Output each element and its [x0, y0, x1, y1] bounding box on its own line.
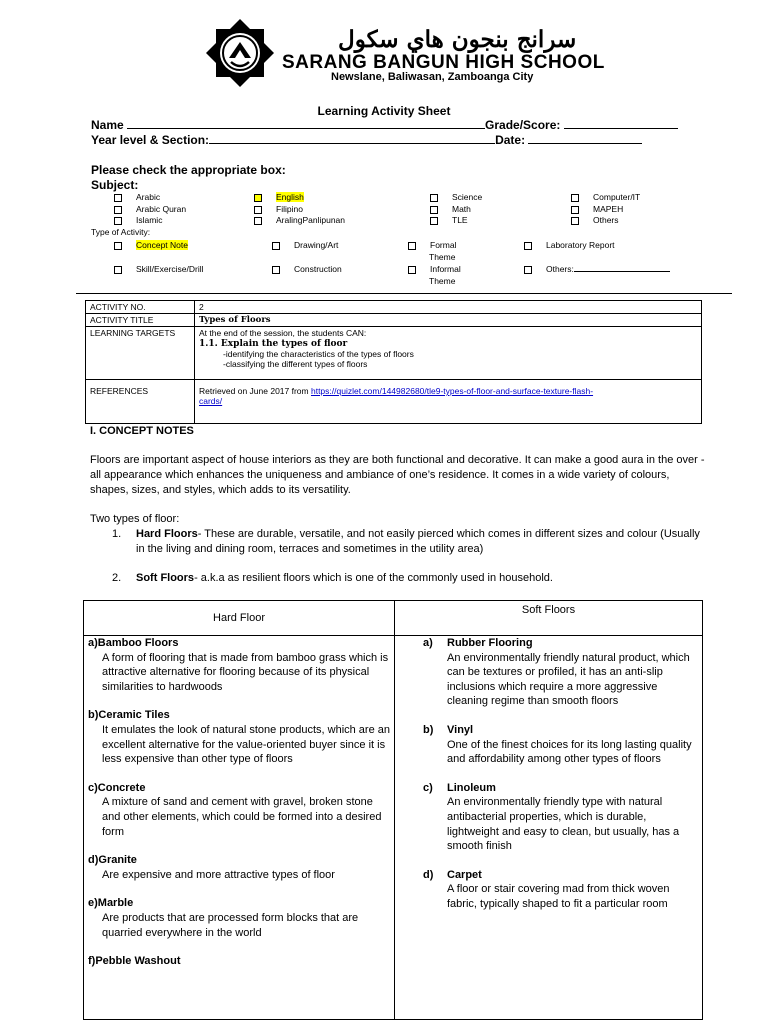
checkbox-icon: [571, 194, 579, 202]
activity-no-value: 2: [195, 301, 702, 314]
document-title: Learning Activity Sheet: [317, 104, 451, 118]
concept-notes-heading: I. CONCEPT NOTES: [90, 425, 194, 437]
item-desc: - These are durable, versatile, and not easily pierced which comes in different sizes and colour (Usually in the living and dining room, terraces and sometimes in the utility area): [136, 528, 700, 555]
checkbox-icon: [430, 206, 438, 214]
subject-math[interactable]: Math: [430, 204, 471, 214]
divider-line: [76, 293, 732, 294]
checkbox-icon: [408, 266, 416, 274]
activity-laboratory-report[interactable]: Laboratory Report: [524, 240, 615, 250]
reference-link[interactable]: https://quizlet.com/144982680/tle9-types-of-floor-and-surface-texture-flash-: [310, 386, 594, 396]
checkbox-icon: [272, 266, 280, 274]
checkbox-icon: [254, 206, 262, 214]
item-name: Soft Floors: [136, 572, 195, 584]
table-row: [86, 380, 702, 424]
activity-informal[interactable]: Informal: [408, 264, 461, 274]
activity-formal-theme: Theme: [429, 252, 456, 262]
checkbox-icon: [272, 242, 280, 250]
reference-link-cont[interactable]: cards/: [199, 396, 223, 406]
activity-skill-exercise-drill[interactable]: Skill/Exercise/Drill: [114, 264, 204, 274]
checkbox-icon: [430, 217, 438, 225]
list-item: d)Granite Are expensive and more attractive types of floor: [88, 854, 335, 881]
subject-arabic-quran[interactable]: Arabic Quran: [114, 204, 186, 214]
school-name: SARANG BANGUN HIGH SCHOOL: [282, 52, 605, 73]
list-item: a)Bamboo Floors A form of flooring that is made from bamboo grass which is attractive alternative for flooring because of its physical similarities to hardwoods: [88, 637, 389, 693]
checkbox-icon: [524, 266, 532, 274]
learning-targets-value: [195, 327, 702, 380]
year-section-blank[interactable]: [209, 133, 495, 144]
subject-arabic[interactable]: Arabic: [114, 192, 160, 202]
floors-table: [83, 600, 703, 1020]
table-row: [86, 314, 702, 327]
target-heading: 1.1. Explain the types of floor: [199, 339, 348, 349]
item-name: Hard Floors: [136, 528, 198, 540]
soft-floors-header: Soft Floors: [395, 601, 703, 636]
subject-others[interactable]: Others: [571, 215, 619, 225]
year-field-row: [91, 133, 642, 147]
checkbox-icon: [114, 194, 122, 202]
floor-type-item: [90, 571, 708, 586]
name-label: Name: [91, 118, 124, 132]
list-item: a) Rubber Flooring An environmentally friendly natural product, which can be textures or profiled, it has an anti-slip inclusions which require a more aggressive cleaning regime than smooth floors: [423, 637, 690, 708]
item-number: 2.: [112, 572, 122, 584]
activity-others[interactable]: Others:: [524, 264, 670, 274]
year-section-label: Year level & Section:: [91, 133, 210, 147]
grade-label: Grade/Score:: [485, 118, 561, 132]
activity-informal-theme: Theme: [429, 276, 456, 286]
targets-intro: At the end of the session, the students CAN:: [199, 328, 367, 338]
learning-targets-label: LEARNING TARGETS: [86, 327, 195, 380]
activity-concept-note[interactable]: Concept Note: [114, 240, 188, 250]
hard-floor-list: [84, 636, 395, 1020]
checkbox-icon: [114, 206, 122, 214]
subject-science[interactable]: Science: [430, 192, 482, 202]
list-item: d) Carpet A floor or stair covering mad from thick woven fabric, typically shaped to fit a particular room: [423, 868, 670, 910]
references-text: Retrieved on June 2017 from: [199, 386, 311, 396]
two-types-label: Two types of floor:: [90, 513, 180, 525]
subject-mapeh[interactable]: MAPEH: [571, 204, 623, 214]
subject-computer-it[interactable]: Computer/IT: [571, 192, 640, 202]
list-item: b)Ceramic Tiles It emulates the look of natural stone products, which are an excellent alternative for the value-oriented buyer since it is less expensive than other type of floors: [88, 709, 390, 766]
hard-floor-header: Hard Floor: [84, 601, 395, 636]
subject-islamic[interactable]: Islamic: [114, 215, 162, 225]
activity-type-label: Type of Activity:: [91, 227, 151, 237]
references-value: [195, 380, 702, 424]
activity-title-label: ACTIVITY TITLE: [86, 314, 195, 327]
subject-tle[interactable]: TLE: [430, 215, 468, 225]
concept-paragraph: Floors are important aspect of house interiors as they are both functional and decorative. It can make a good aura in the over - all appearance which enhances the uniqueness and ambiance of one’s residence. It comes in a wide variety of colours, shapes, sizes, and styles, which adds to its versatility.: [90, 454, 705, 496]
subject-label: Subject:: [91, 178, 139, 192]
checkbox-icon: [114, 266, 122, 274]
floor-type-item: [90, 527, 708, 557]
others-blank[interactable]: [574, 264, 670, 272]
list-item: b) Vinyl One of the finest choices for its long lasting quality and affordability among other types of floors: [423, 723, 692, 766]
activity-drawing-art[interactable]: Drawing/Art: [272, 240, 338, 250]
activity-construction[interactable]: Construction: [272, 264, 342, 274]
target-item: -classifying the different types of floors: [223, 359, 368, 369]
grade-blank[interactable]: [564, 118, 678, 129]
table-row: [86, 327, 702, 380]
subject-filipino[interactable]: Filipino: [254, 204, 303, 214]
activity-no-label: ACTIVITY NO.: [86, 301, 195, 314]
references-label: REFERENCES: [86, 380, 195, 424]
date-blank[interactable]: [528, 133, 642, 144]
activity-info-table: [85, 300, 702, 424]
table-row: [86, 301, 702, 314]
checkbox-icon: [114, 242, 122, 250]
date-label: Date:: [495, 133, 526, 147]
table-row: [84, 636, 703, 1020]
checkbox-icon: [430, 194, 438, 202]
list-item: c) Linoleum An environmentally friendly type with natural antibacterial properties, which is durable, lightweight and easy to clean, but usually, has a smooth finish: [423, 781, 680, 853]
checkbox-icon: [254, 194, 262, 202]
school-name-arabic: سرانج بنجون هاي سکول: [338, 26, 577, 53]
list-item: c)Concrete A mixture of sand and cement with gravel, broken stone and other elements, which could be formed into a desired form: [88, 781, 382, 838]
checkbox-icon: [524, 242, 532, 250]
table-header-row: [84, 601, 703, 636]
activity-title-value: Types of Floors: [195, 314, 702, 327]
school-logo: [205, 18, 275, 88]
item-desc: - a.k.a as resilient floors which is one of the commonly used in household.: [194, 572, 553, 584]
checkbox-icon: [114, 217, 122, 225]
activity-formal[interactable]: Formal: [408, 240, 456, 250]
name-field-row: [91, 118, 678, 132]
list-item: e)Marble Are products that are processed form blocks that are quarried everywhere in the world: [88, 897, 359, 939]
subject-araling-panlipunan[interactable]: AralingPanlipunan: [254, 215, 345, 225]
school-address: Newslane, Baliwasan, Zamboanga City: [331, 71, 534, 83]
subject-english[interactable]: English: [254, 192, 304, 202]
item-number: 1.: [112, 528, 122, 540]
checkbox-icon: [408, 242, 416, 250]
checkbox-icon: [254, 217, 262, 225]
target-item: -identifying the characteristics of the types of floors: [223, 349, 414, 359]
list-item: f)Pebble Washout: [88, 955, 181, 968]
check-instruction: Please check the appropriate box:: [91, 163, 286, 177]
name-blank[interactable]: [127, 118, 485, 129]
checkbox-icon: [571, 206, 579, 214]
checkbox-icon: [571, 217, 579, 225]
soft-floor-list: [395, 636, 703, 1020]
